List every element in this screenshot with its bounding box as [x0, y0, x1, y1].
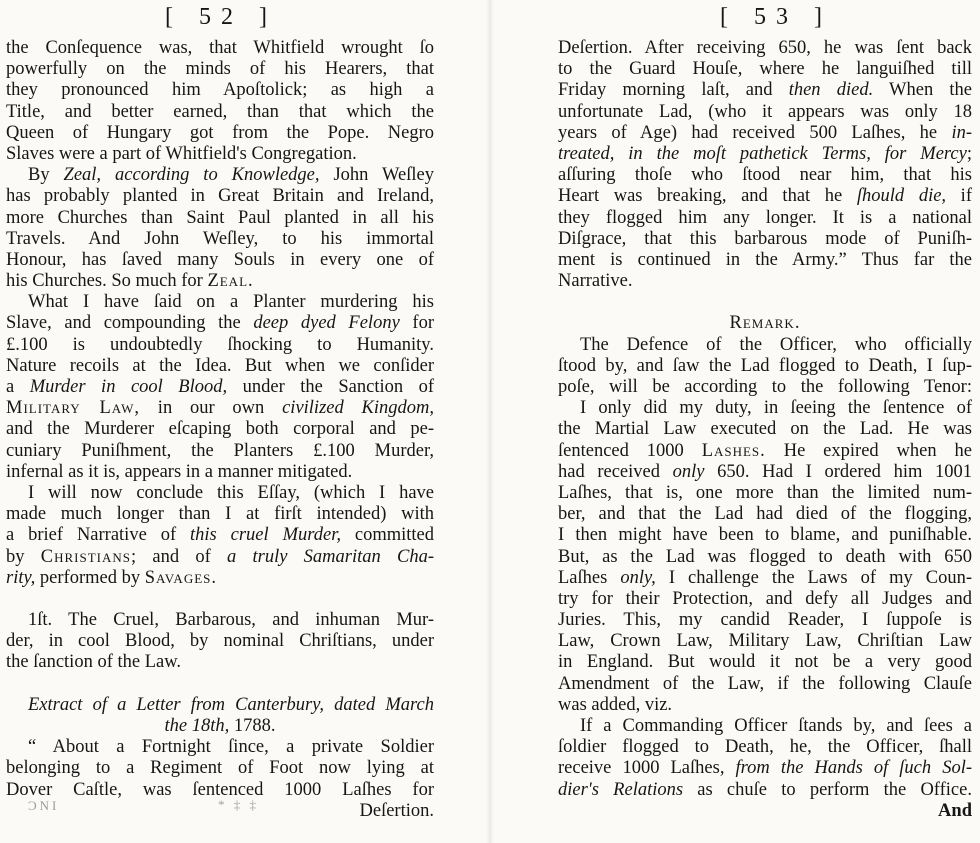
page-number-right: [ 53 ]: [720, 4, 832, 30]
text-line: Slave, and compounding the deep dyed Felony for: [6, 313, 434, 334]
text-line: The Defence of the Officer, who officially: [580, 334, 972, 355]
text-line: the Conſequence was, that Whitfield wrought ſo: [6, 38, 434, 58]
text-line: Title, and better earned, than that which the: [6, 101, 434, 122]
text-line: 1ſt. The Cruel, Barbarous, and inhuman Mur-: [28, 610, 434, 631]
text-line: Amendment of the Law, if the following Clauſe: [558, 673, 972, 694]
text-line: Slaves were a part of Whitfield's Congregation.: [6, 143, 357, 164]
text-line: powerfully on the minds of his Hearers, that: [6, 59, 434, 80]
text-line: a brief Narrative of this cruel Murder, committed: [6, 525, 435, 546]
text-line: Military Law, in our own civilized Kingdom,: [6, 398, 434, 419]
text-line: ment is continued in the Army.” Thus far the: [558, 249, 972, 270]
extract-heading-date: the 18th, 1788.: [164, 716, 276, 736]
text-line: the Martial Law executed on the Lad. He was: [558, 419, 972, 440]
remark-heading: Remark.: [729, 313, 801, 334]
right-text-column: [558, 38, 972, 822]
signature-mark: * ‡ ‡: [218, 797, 259, 812]
text-line: had received only 650. Had I ordered him 1001: [558, 461, 973, 482]
text-line: I only did my duty, in ſeeing the ſentence of: [580, 398, 972, 419]
text-line: Friday morning laſt, and then died. When the: [558, 80, 972, 101]
text-line: Travels. And John Weſley, to his immortal: [6, 228, 434, 249]
text-line: the ſanction of the Law.: [6, 652, 182, 673]
text-line: If a Commanding Officer ſtands by, and ſees a: [580, 716, 972, 736]
text-line: try for their Protection, and defy all Judges and: [558, 588, 972, 609]
text-line: Honour, has ſaved many Souls in every one of: [6, 249, 434, 270]
extract-heading: Extract of a Letter from Canterbury, dated March: [28, 694, 434, 715]
signature-mark: ƆNI: [28, 798, 60, 813]
text-line: his Churches. So much for Zeal.: [6, 271, 254, 292]
text-line: I will now conclude this Eſſay, (which I have: [28, 482, 434, 503]
text-line: in England. But would it not be a very good: [558, 652, 972, 673]
page-number-left: [ 52 ]: [165, 4, 277, 30]
text-line: der, in cool Blood, by nominal Chriſtians, under: [6, 631, 434, 652]
text-line: years of Age) had received 500 Laſhes, he in-: [558, 122, 972, 143]
text-line: What I have ſaid on a Planter murdering his: [28, 292, 434, 313]
text-line: rity, performed by Savages.: [6, 567, 218, 588]
catchword: And: [938, 800, 972, 821]
text-line: by Christians; and of a truly Samaritan Cha-: [6, 546, 435, 567]
text-line: Heart was breaking, and that he ſhould die, if: [558, 186, 972, 207]
text-line: cuniary Puniſhment, the Planters £.100 Murder,: [6, 440, 434, 461]
text-line: treated, in the moſt pathetick Terms, for Mercy;: [558, 143, 972, 164]
text-line: Juries. This, my candid Reader, I ſuppoſe is: [558, 610, 972, 631]
text-line: they flogged him any longer. It is a national: [558, 207, 972, 228]
text-line: ſentenced 1000 Lashes. He expired when he: [558, 440, 972, 461]
text-line: and the Murderer eſcaping both corporal and pe-: [6, 419, 434, 440]
text-line: unfortunate Lad, (who it appears was only 18: [558, 101, 972, 122]
text-line: aſſuring thoſe who ſtood near him, that his: [558, 165, 972, 186]
text-line: “ About a Fortnight ſince, a private Soldier: [28, 737, 434, 758]
text-line: a Murder in cool Blood, under the Sanction of: [6, 377, 435, 397]
text-line: But, as the Lad was flogged to death with 650: [558, 546, 972, 567]
text-line: ſtood by, and ſaw the Lad flogged to Death, I ſup-: [558, 355, 972, 376]
right-page: [490, 0, 980, 843]
text-line: Deſertion. After receiving 650, he was ſent back: [558, 38, 972, 58]
text-line: to the Guard Houſe, where he languiſhed till: [558, 59, 972, 80]
text-line: By Zeal, according to Knowledge, John Weſley: [28, 165, 434, 186]
text-line: Laſhes only, I challenge the Laws of my Coun-: [558, 567, 972, 588]
text-line: receive 1000 Laſhes, from the Hands of ſuch Sol-: [558, 758, 972, 779]
text-line: poſe, will be according to the following Tenor:: [558, 377, 972, 397]
text-line: Narrative.: [558, 271, 633, 292]
text-line: Diſgrace, that this barbarous mode of Puniſh-: [558, 228, 972, 249]
text-line: more Churches than Saint Paul planted in all his: [6, 207, 434, 228]
text-line: they pronounced him Apoſtolick; as high a: [6, 80, 434, 101]
text-line: dier's Relations as chuſe to perform the Office.: [558, 779, 972, 800]
text-line: Dover Caſtle, was ſentenced 1000 Laſhes for: [6, 779, 434, 800]
text-line: infernal as it is, appears in a manner mitigated.: [6, 461, 353, 482]
text-line: ſoldier flogged to Death, he, the Officer, ſhall: [558, 737, 972, 758]
text-line: made much longer than I at firſt intended) with: [6, 504, 434, 525]
text-line: £.100 is undoubtedly ſhocking to Humanity.: [6, 334, 434, 355]
text-line: Laſhes, that is, one more than the limited num-: [558, 482, 972, 503]
text-line: Nature recoils at the Idea. But when we conſider: [6, 355, 434, 376]
text-line: was added, viz.: [558, 694, 673, 715]
text-line: ber, and that the Lad had died of the flogging,: [558, 504, 972, 525]
text-line: Law, Crown Law, Military Law, Chriſtian Law: [558, 631, 972, 652]
text-line: belonging to a Regiment of Foot now lying at: [6, 758, 434, 779]
catchword: Deſertion.: [359, 800, 434, 821]
text-line: Queen of Hungary got from the Pope. Negro: [6, 122, 434, 143]
text-line: has probably planted in Great Britain and Ireland,: [6, 186, 434, 207]
left-text-column: [6, 38, 434, 822]
text-line: I then might have been to blame, and puniſhable.: [558, 525, 972, 546]
